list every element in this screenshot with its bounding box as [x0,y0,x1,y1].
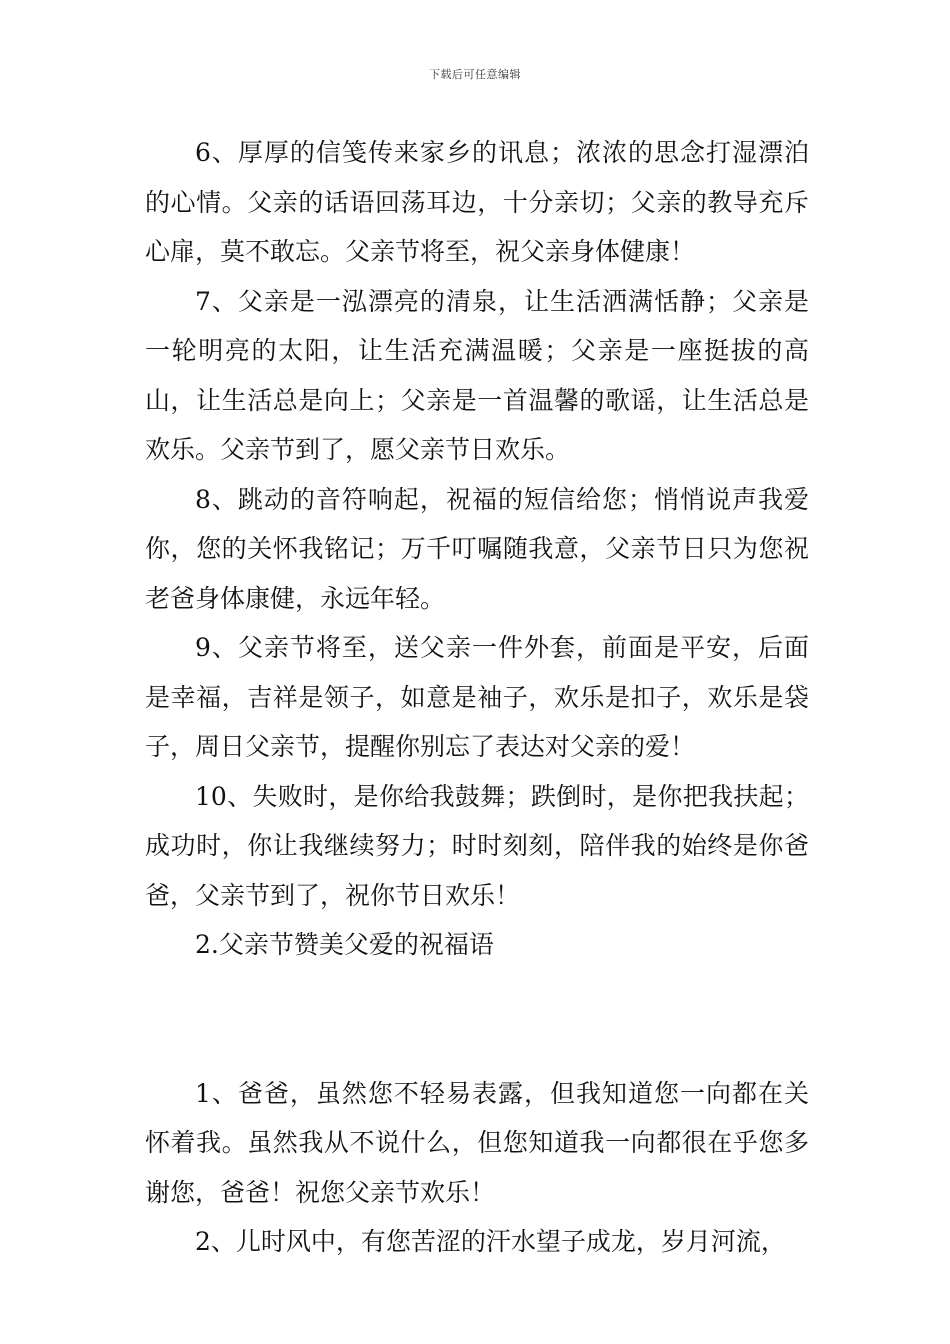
paragraph-9: 9、父亲节将至，送父亲一件外套，前面是平安，后面是幸福，吉祥是领子，如意是袖子，欢乐是扣子，欢乐是袋子，周日父亲节，提醒你别忘了表达对父亲的爱！ [145,633,809,761]
section-heading: 2.父亲节赞美父爱的祝福语 [195,930,494,959]
page-header: 下载后可任意编辑 [429,68,521,81]
paragraph-10: 10、失败时，是你给我鼓舞；跌倒时，是你把我扶起；成功时，你让我继续努力；时时刻刻，陪伴我的始终是你爸爸，父亲节到了，祝你节日欢乐！ [145,781,809,910]
paragraph-6: 6、厚厚的信笺传来家乡的讯息；浓浓的思念打湿漂泊的心情。父亲的话语回荡耳边，十分亲切；父亲的教导充斥心扉，莫不敢忘。父亲节将至，祝父亲身体健康！ [145,138,809,266]
paragraph-2: 2、儿时风中，有您苦涩的汗水望子成龙，岁月河流， [195,1227,786,1256]
paragraph-7: 7、父亲是一泓漂亮的清泉，让生活洒满恬静；父亲是一轮明亮的太阳，让生活充满温暖；父亲是一座挺拔的高山，让生活总是向上；父亲是一首温馨的歌谣，让生活总是欢乐。父亲节到了，愿父亲节日欢乐。 [145,286,809,464]
paragraph-8: 8、跳动的音符响起，祝福的短信给您；悄悄说声我爱你，您的关怀我铭记；万千叮嘱随我意，父亲节日只为您祝老爸身体康健，永远年轻。 [145,484,809,613]
document-body [145,128,809,1267]
paragraph-1: 1、爸爸，虽然您不轻易表露，但我知道您一向都在关怀着我。虽然我从不说什么，但您知道我一向都很在乎您多谢您，爸爸！祝您父亲节欢乐！ [145,1078,809,1207]
